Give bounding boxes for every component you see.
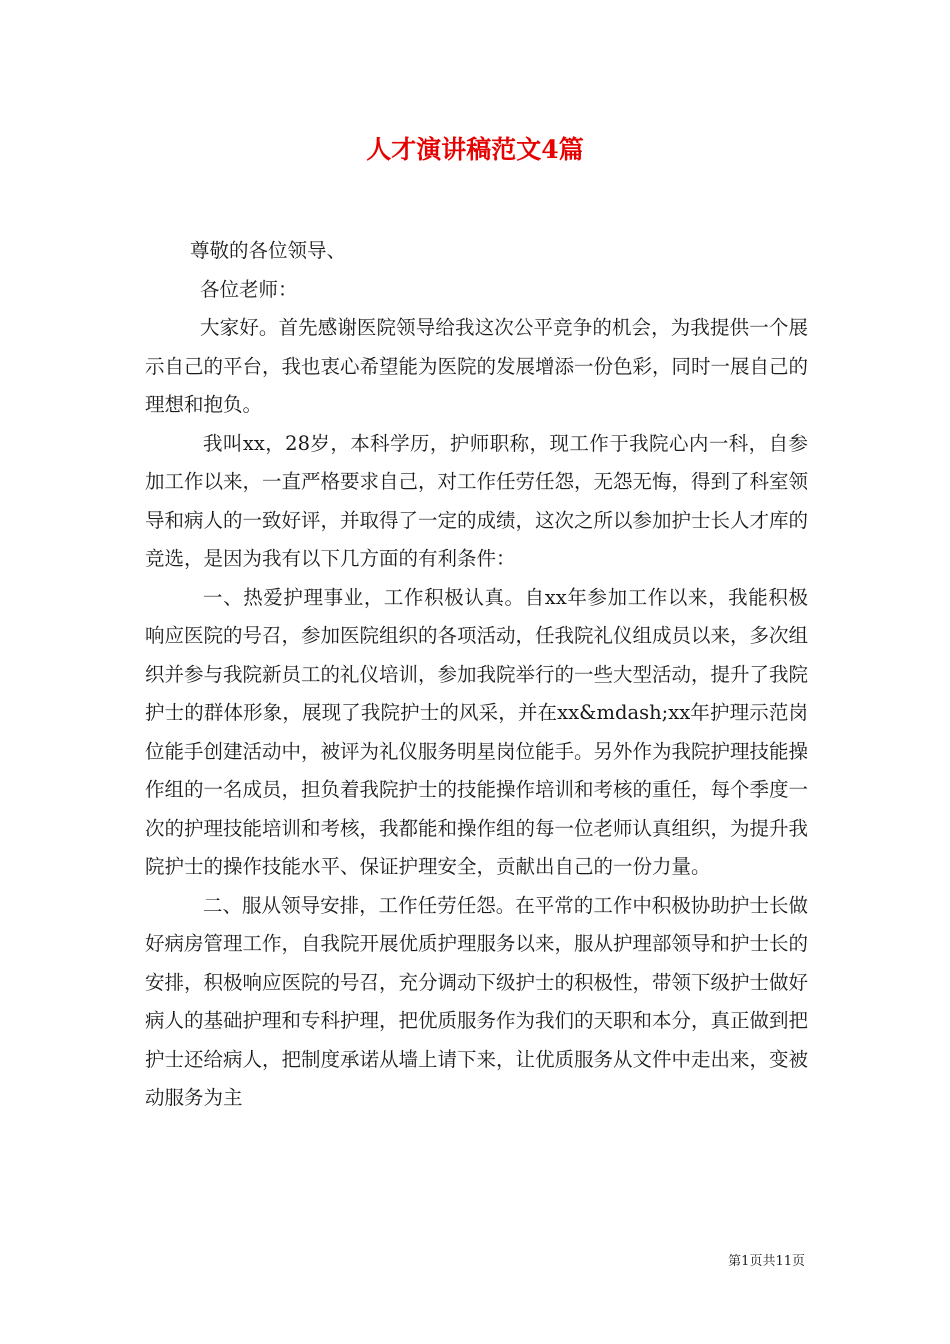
greeting-line: 各位老师： [200,277,298,301]
page-footer: 第1页共11页 [728,1254,805,1269]
body-paragraph: 一、热爱护理事业，工作积极认真。自xx年参加工作以来，我能积极响应医院的号召，参加医院组织的各项活动，任我院礼仪组成员以来，多次组织并参与我院新员工的礼仪培训，参加我院举行的一些大型活动，提升了我院护士的群体形象，展现了我院护士的风采，并在xx&mdash;xx年护理示范岗位能手创建活动中，被评为礼仪服务明星岗位能手。另外作为我院护理技能操作组的一名成员，担负着我院护士的技能操作培训和考核的重任，每个季度一次的护理技能培训和考核，我都能和操作组的每一位老师认真组织，为提升我院护士的操作技能水平、保证护理安全，贡献出自己的一份力量。 [145,585,809,878]
body-paragraph: 我叫xx，28岁，本科学历，护师职称，现工作于我院心内一科，自参加工作以来，一直严格要求自己，对工作任劳任怨，无怨无悔，得到了科室领导和病人的一致好评，并取得了一定的成绩，这次之所以参加护士长人才库的竞选，是因为我有以下几方面的有利条件： [145,431,809,570]
body-paragraph: 二、服从领导安排，工作任劳任怨。在平常的工作中积极协助护士长做好病房管理工作，自我院开展优质护理服务以来，服从护理部领导和护士长的安排，积极响应医院的号召，充分调动下级护士的积极性，带领下级护士做好病人的基础护理和专科护理，把优质服务作为我们的天职和本分，真正做到把护士还给病人，把制度承诺从墙上请下来，让优质服务从文件中走出来，变被动服务为主 [145,893,809,1109]
greeting-line: 尊敬的各位领导、 [190,239,347,262]
document-title: 人才演讲稿范文4篇 [366,135,584,164]
body-paragraph: 大家好。首先感谢医院领导给我这次公平竞争的机会，为我提供一个展示自己的平台，我也衷心希望能为医院的发展增添一份色彩，同时一展自己的理想和抱负。 [145,316,809,416]
document-body [145,232,808,1118]
